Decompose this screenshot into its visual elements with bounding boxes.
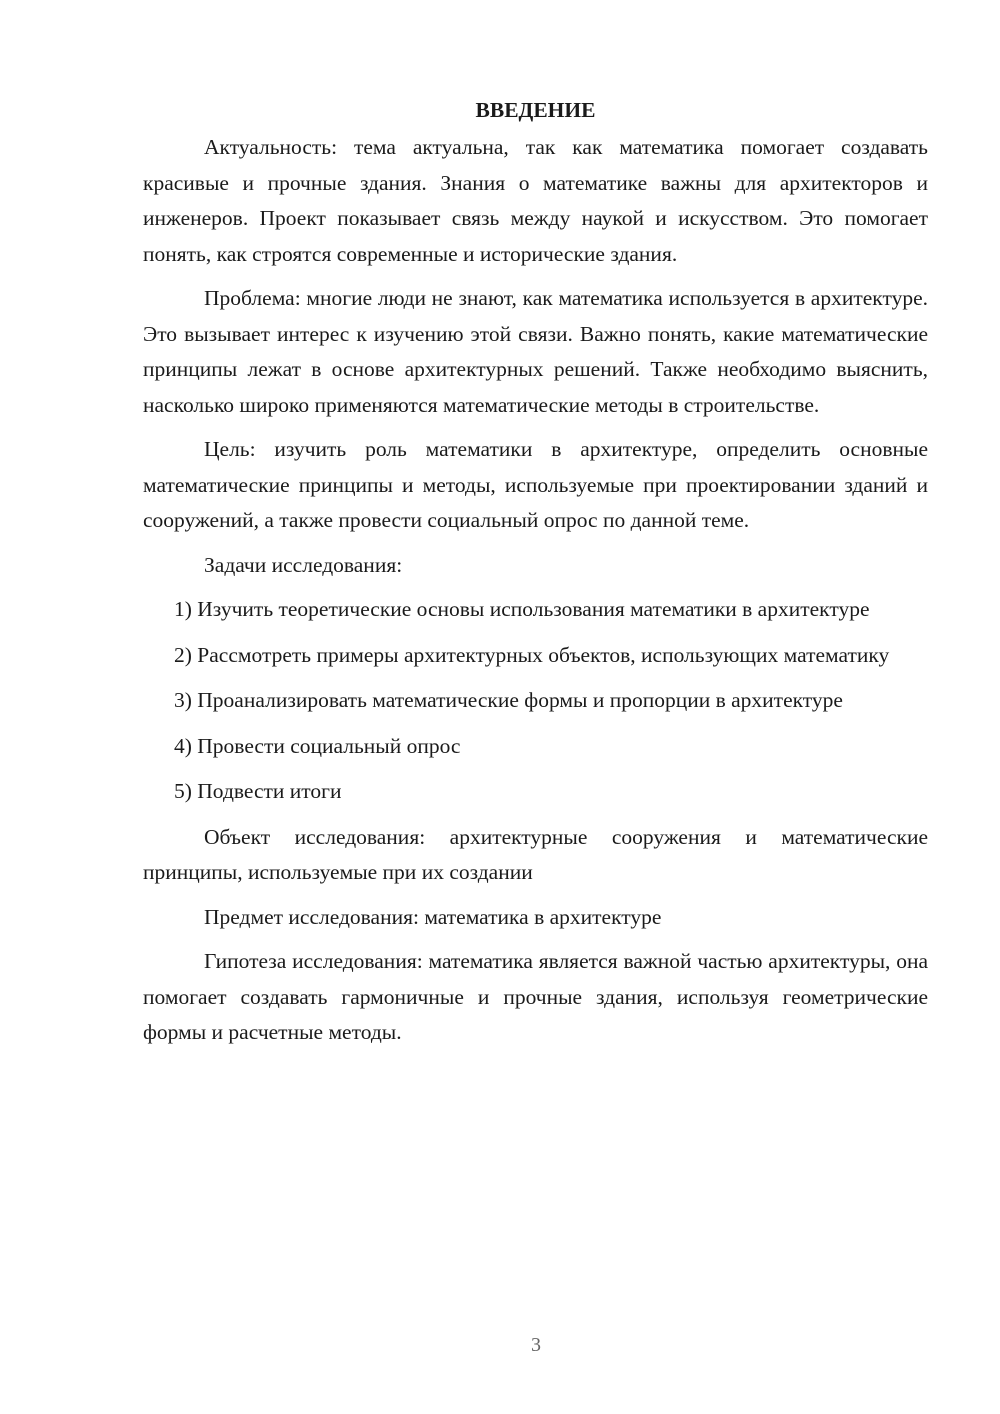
hypothesis-paragraph: Гипотеза исследования: математика является важной частью архитектуры, она помогает создавать гармоничные и прочные здания, используя геометрические формы и расчетные методы.: [143, 949, 928, 1044]
list-item: 3) Проанализировать математические формы и пропорции в архитектуре: [174, 688, 843, 712]
object-paragraph: Объект исследования: архитектурные сооружения и математические принципы, используемые при их создании: [143, 824, 928, 884]
list-item: 2) Рассмотреть примеры архитектурных объектов, использующих математику: [174, 642, 890, 667]
problem-paragraph: Проблема: многие люди не знают, как математика используется в архитектуре. Это вызывает интерес к изучению этой связи. Важно понять, какие математические принципы лежат в основе архитектурных решений. Также необходимо выяснить, насколько широко применяются математические методы в строительстве.: [143, 286, 928, 417]
page-number: 3: [531, 1334, 541, 1356]
tasks-heading: Задачи исследования:: [204, 552, 403, 577]
page-title: ВВЕДЕНИЕ: [475, 98, 596, 122]
tasks-list: [143, 592, 928, 810]
document-page: [143, 94, 928, 1060]
list-item: 1) Изучить теоретические основы использования математики в архитектуре: [174, 597, 870, 621]
list-item: 4) Провести социальный опрос: [174, 733, 461, 758]
goal-paragraph: Цель: изучить роль математики в архитектуре, определить основные математические принципы и методы, используемые при проектировании зданий и сооружений, а также провести социальный опрос по данной теме.: [143, 437, 928, 532]
subject-paragraph: Предмет исследования: математика в архитектуре: [204, 904, 662, 929]
list-item: 5) Подвести итоги: [174, 779, 342, 803]
relevance-paragraph: Актуальность: тема актуальна, так как математика помогает создавать красивые и прочные здания. Знания о математике важны для архитекторов и инженеров. Проект показывает связь между наукой и искусством. Это помогает понять, как строятся современные и исторические здания.: [143, 135, 928, 266]
